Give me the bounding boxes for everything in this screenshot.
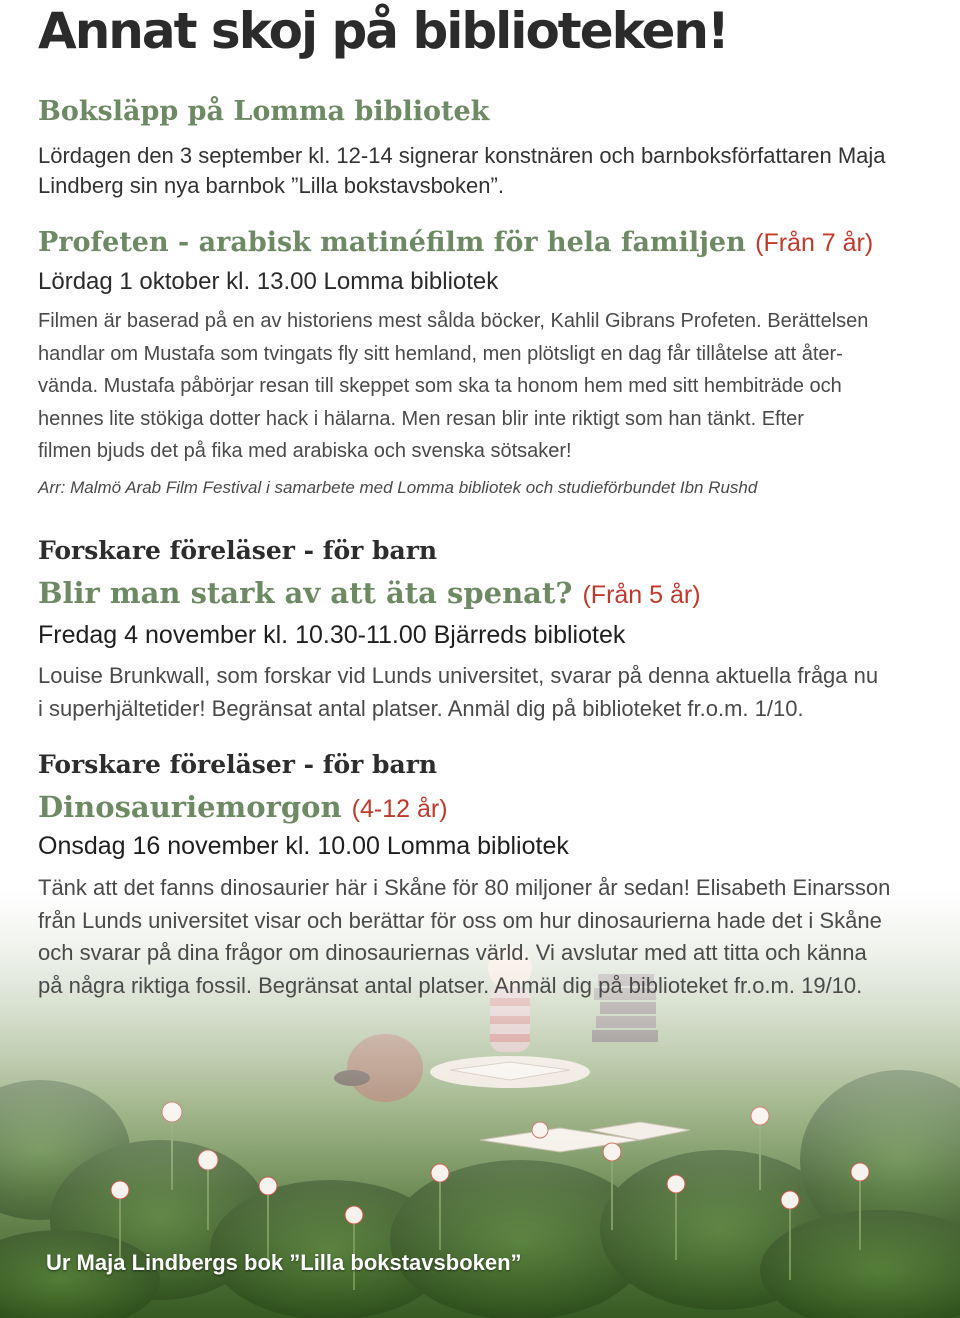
event-1-heading: Boksläpp på Lomma bibliotek — [38, 96, 490, 127]
event-4-heading — [38, 790, 448, 824]
event-4-line: Tänk att det fanns dinosaurier här i Skåne för 80 miljoner år sedan! Elisabeth Einarsson — [38, 875, 891, 900]
event-2-organizer: Arr: Malmö Arab Film Festival i samarbete med Lomma bibliotek och studieförbundet Ibn Rushd — [38, 478, 758, 497]
event-1-line: Lördagen den 3 september kl. 12-14 signerar konstnären och barnboksförfattaren Maja — [38, 143, 886, 168]
event-2-line: filmen bjuds det på fika med arabiska och svenska sötsaker! — [38, 440, 572, 462]
event-4-line: och svarar på dina frågor om dinosauriernas värld. Vi avslutar med att titta och känna — [38, 940, 867, 965]
event-2-line: handlar om Mustafa som tvingats fly sitt hemland, men plötsligt en dag får tillåtelse att åter- — [38, 342, 843, 365]
event-4-line: på några riktiga fossil. Begränsat antal platser. Anmäl dig på biblioteket fr.o.m. 19/10. — [38, 972, 863, 998]
event-3-line: i superhjältetider! Begränsat antal platser. Anmäl dig på biblioteket fr.o.m. 1/10. — [38, 696, 804, 721]
event-4-description — [38, 872, 890, 1002]
illustration-caption: Ur Maja Lindbergs bok ”Lilla bokstavsboken” — [46, 1250, 522, 1275]
event-3-line: Louise Brunkwall, som forskar vid Lunds universitet, svarar på denna aktuella fråga nu — [38, 663, 879, 688]
event-4-datetime: Onsdag 16 november kl. 10.00 Lomma bibliotek — [38, 832, 569, 860]
event-4-series: Forskare föreläser - för barn — [38, 750, 438, 779]
event-3-series: Forskare föreläser - för barn — [38, 536, 438, 565]
event-2-description — [38, 305, 868, 468]
event-3-description — [38, 659, 878, 725]
page-title: Annat skoj på biblioteken! — [38, 2, 728, 60]
event-2-title: Profeten - arabisk matinéfilm för hela familjen — [38, 227, 746, 258]
event-3-heading — [38, 576, 701, 610]
event-2-line: Filmen är baserad på en av historiens mest sålda böcker, Kahlil Gibrans Profeten. Berättelsen — [38, 310, 869, 332]
event-4-title: Dinosauriemorgon — [38, 790, 342, 824]
event-2-line: vända. Mustafa påbörjar resan till skeppet som ska ta honom hem med sitt hembiträde och — [38, 375, 842, 397]
event-1-description — [38, 141, 886, 201]
event-4-age-badge: (4-12 år) — [351, 795, 448, 823]
event-2-age-badge: (Från 7 år) — [755, 229, 874, 257]
event-1-line: Lindberg sin nya barnbok ”Lilla bokstavsboken”. — [38, 173, 504, 198]
event-3-datetime: Fredag 4 november kl. 10.30-11.00 Bjärreds bibliotek — [38, 621, 626, 649]
event-3-title: Blir man stark av att äta spenat? — [38, 576, 573, 610]
event-4-line: från Lunds universitet visar och berättar för oss om hur dinosaurierna hade det i Skåne — [38, 907, 882, 933]
event-2-heading — [38, 227, 873, 258]
event-3-age-badge: (Från 5 år) — [582, 581, 701, 609]
event-2-datetime: Lördag 1 oktober kl. 13.00 Lomma bibliotek — [38, 268, 499, 295]
event-2-line: hennes lite stökiga dotter hack i hälarna. Men resan blir inte riktigt som han tänkt. Efter — [38, 407, 804, 430]
